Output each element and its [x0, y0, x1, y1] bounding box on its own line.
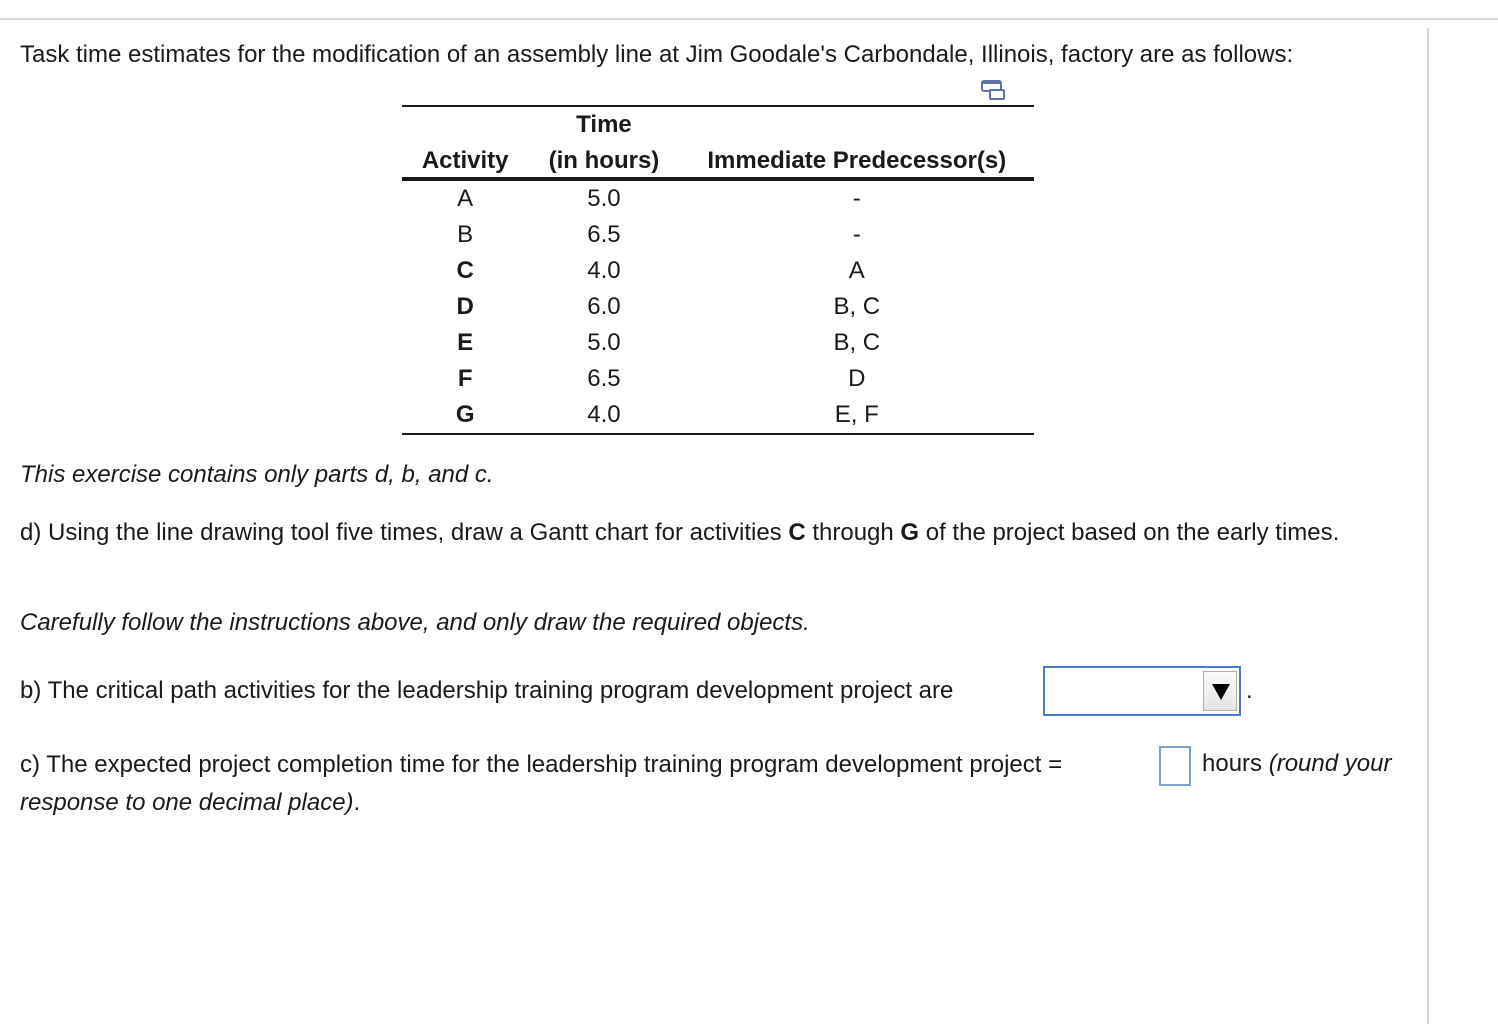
part-d-question — [20, 517, 1400, 549]
part-d-activity-start: C — [788, 519, 806, 546]
dropdown-button[interactable] — [1203, 671, 1237, 711]
part-d-prefix: d) Using the line drawing tool five times, draw a Gantt chart for activities — [20, 519, 789, 546]
table-row — [402, 289, 1034, 325]
completion-time-input[interactable] — [1159, 746, 1191, 786]
predecessor-cell: D — [848, 365, 866, 392]
part-b-period: . — [1246, 677, 1253, 704]
right-divider — [1427, 28, 1429, 1024]
time-cell: 5.0 — [587, 185, 621, 212]
table-row — [402, 217, 1034, 253]
time-cell: 6.0 — [587, 293, 621, 320]
critical-path-select[interactable] — [1043, 666, 1241, 716]
activity-cell: E — [457, 329, 474, 356]
part-b-question: b) The critical path activities for the leadership training program development project are — [20, 677, 954, 704]
predecessor-cell: B, C — [833, 329, 881, 356]
table-row — [402, 253, 1034, 289]
time-cell: 4.0 — [587, 257, 621, 284]
table-row — [402, 325, 1034, 361]
time-header-line1: Time — [528, 106, 679, 141]
part-c-unit: hours — [1202, 750, 1263, 777]
drawing-instruction: Carefully follow the instructions above, and only draw the required objects. — [20, 609, 810, 636]
predecessor-cell: - — [852, 185, 861, 212]
activity-cell: B — [457, 221, 474, 248]
time-cell: 6.5 — [587, 221, 621, 248]
predecessor-cell: - — [852, 221, 861, 248]
activity-cell: C — [456, 257, 474, 284]
activity-cell: F — [457, 365, 473, 392]
part-d-suffix: of the project based on the early times. — [919, 519, 1340, 546]
predecessor-cell: B, C — [833, 293, 881, 320]
copy-table-icon[interactable] — [981, 80, 1007, 102]
part-d-mid: through — [805, 519, 901, 546]
exercise-note: This exercise contains only parts d, b, and c. — [20, 461, 494, 488]
triangle-down-icon — [1211, 683, 1231, 701]
part-c-end: . — [353, 789, 361, 816]
part-c-hint-end: response to one decimal place) — [20, 789, 354, 816]
task-time-table — [402, 105, 1034, 435]
activity-cell: A — [457, 185, 474, 212]
time-header-line2: (in hours) — [528, 141, 679, 179]
activity-header: Activity — [402, 141, 528, 179]
part-d-activity-end: G — [900, 519, 920, 546]
predecessor-cell: A — [848, 257, 865, 284]
predecessor-cell: E, F — [680, 397, 1034, 434]
activity-cell: G — [402, 397, 528, 434]
table-row — [402, 361, 1034, 397]
predecessor-header: Immediate Predecessor(s) — [680, 141, 1034, 179]
time-cell: 4.0 — [528, 397, 679, 434]
time-cell: 6.5 — [587, 365, 621, 392]
intro-text: Task time estimates for the modification of an assembly line at Jim Goodale's Carbondale, Illinois, factory are as follows: — [20, 41, 1294, 68]
table-row — [402, 397, 1034, 434]
activity-cell: D — [456, 293, 474, 320]
part-c-hint-start: (round your — [1268, 750, 1392, 777]
part-c-hint-line — [20, 787, 360, 819]
table-row — [402, 179, 1034, 217]
top-divider — [0, 18, 1498, 20]
time-cell: 5.0 — [587, 329, 621, 356]
part-c-question: c) The expected project completion time for the leadership training program development project = — [20, 751, 1063, 778]
part-c-unit-line — [1202, 748, 1391, 780]
